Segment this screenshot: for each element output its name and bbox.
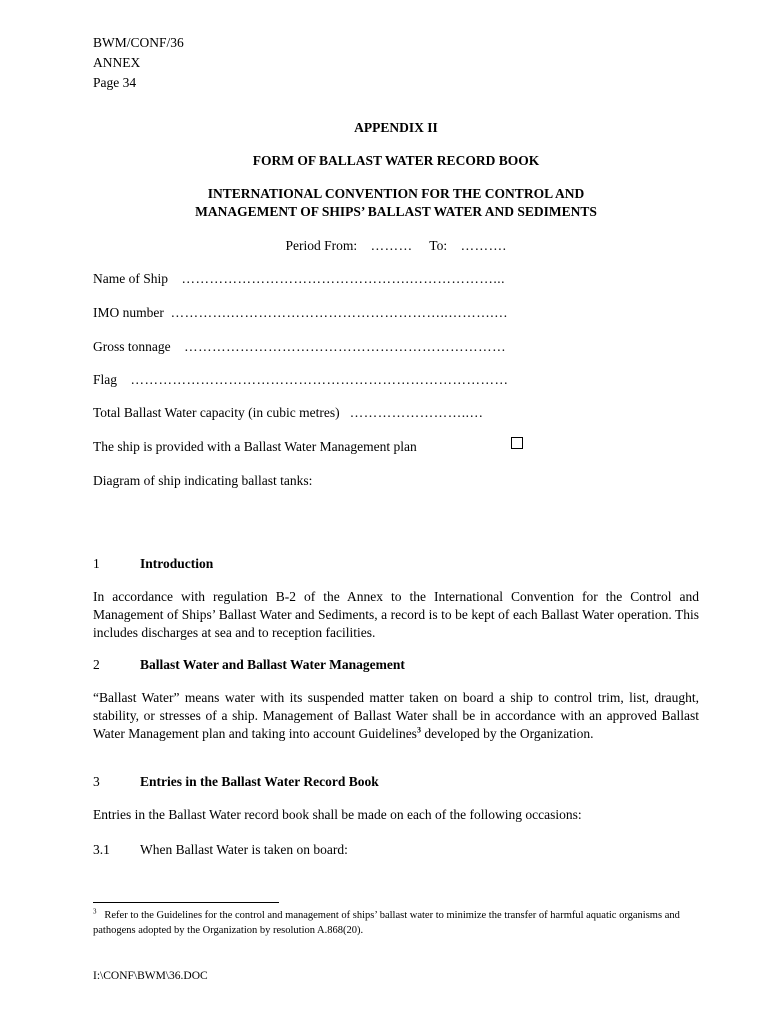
field-dots[interactable]: ……………………..… xyxy=(349,405,484,420)
section-number: 2 xyxy=(93,657,100,672)
file-path-footer: I:\CONF\BWM\36.DOC xyxy=(93,970,208,982)
period-to-field[interactable]: ………. xyxy=(460,238,507,253)
field-dots[interactable]: …………………………………………………………… xyxy=(184,339,507,354)
footnote-number: 3 xyxy=(93,907,97,916)
period-line xyxy=(93,237,699,255)
convention-title-line1: INTERNATIONAL CONVENTION FOR THE CONTROL AND xyxy=(207,186,585,201)
field-name-of-ship xyxy=(93,270,505,288)
field-label: IMO number xyxy=(93,305,164,320)
footnote xyxy=(93,908,703,938)
annex-label: ANNEX xyxy=(93,55,141,70)
bwm-plan-label: The ship is provided with a Ballast Water Management plan xyxy=(93,439,417,454)
period-from-label: Period From: xyxy=(285,238,358,253)
section-number: 3 xyxy=(93,774,100,789)
field-gross-tonnage xyxy=(93,338,506,356)
field-ballast-capacity xyxy=(93,404,484,422)
section-title-introduction: Introduction xyxy=(140,556,214,571)
field-label: Gross tonnage xyxy=(93,339,171,354)
section-text-part: developed by the Organization. xyxy=(420,726,594,741)
section-text-ballast-water xyxy=(93,689,699,743)
footnote-text: Refer to the Guidelines for the control and management of ships’ ballast water to minimize the transfer of harmful aquatic organisms and pathogens adopted by the Organization by resolution A.868(20). xyxy=(93,910,680,936)
footnote-reference[interactable]: 3 xyxy=(416,725,421,735)
field-imo-number xyxy=(93,304,508,322)
footnote-separator xyxy=(93,902,279,903)
section-number: 1 xyxy=(93,556,100,571)
subsection-number: 3.1 xyxy=(93,842,110,857)
field-label: Total Ballast Water capacity (in cubic metres) xyxy=(93,405,340,420)
appendix-title: APPENDIX II xyxy=(354,120,438,135)
convention-title-line2: MANAGEMENT OF SHIPS’ BALLAST WATER AND SEDIMENTS xyxy=(195,204,597,219)
field-label: Name of Ship xyxy=(93,271,168,286)
section-text-part: “Ballast Water” means water with its suspended matter taken on board a ship to control trim, list, draught, stability, or stresses of a ship. Management of Ballast Water shall be in accordance with an approved Ballast Water Management plan and taking into account Guidelines xyxy=(93,690,699,741)
field-flag xyxy=(93,371,509,389)
period-from-field[interactable]: ……… xyxy=(370,238,413,253)
section-text-entries: Entries in the Ballast Water record book shall be made on each of the following occasions: xyxy=(93,807,582,822)
field-dots[interactable]: ……………………………………………………………………… xyxy=(130,372,509,387)
bwm-plan-checkbox[interactable] xyxy=(511,437,523,449)
section-text-introduction: In accordance with regulation B-2 of the Annex to the International Convention for the Control and Management of Ships’ Ballast Water and Sediments, a record is to be kept of each Ballast Water operation. This includes discharges at sea and to reception facilities. xyxy=(93,589,699,640)
diagram-label: Diagram of ship indicating ballast tanks: xyxy=(93,473,313,488)
section-title-entries: Entries in the Ballast Water Record Book xyxy=(140,774,379,789)
field-dots[interactable]: ………….………………………………………..……….… xyxy=(170,305,509,320)
period-to-label: To: xyxy=(429,238,448,253)
doc-code: BWM/CONF/36 xyxy=(93,35,184,50)
field-label: Flag xyxy=(93,372,118,387)
document-header xyxy=(93,33,184,93)
subsection-text: When Ballast Water is taken on board: xyxy=(140,842,348,857)
form-title: FORM OF BALLAST WATER RECORD BOOK xyxy=(252,153,540,168)
field-dots[interactable]: ………………………………………….………………... xyxy=(181,271,505,286)
page-number: Page 34 xyxy=(93,75,137,90)
section-title-ballast-water: Ballast Water and Ballast Water Management xyxy=(140,657,405,672)
